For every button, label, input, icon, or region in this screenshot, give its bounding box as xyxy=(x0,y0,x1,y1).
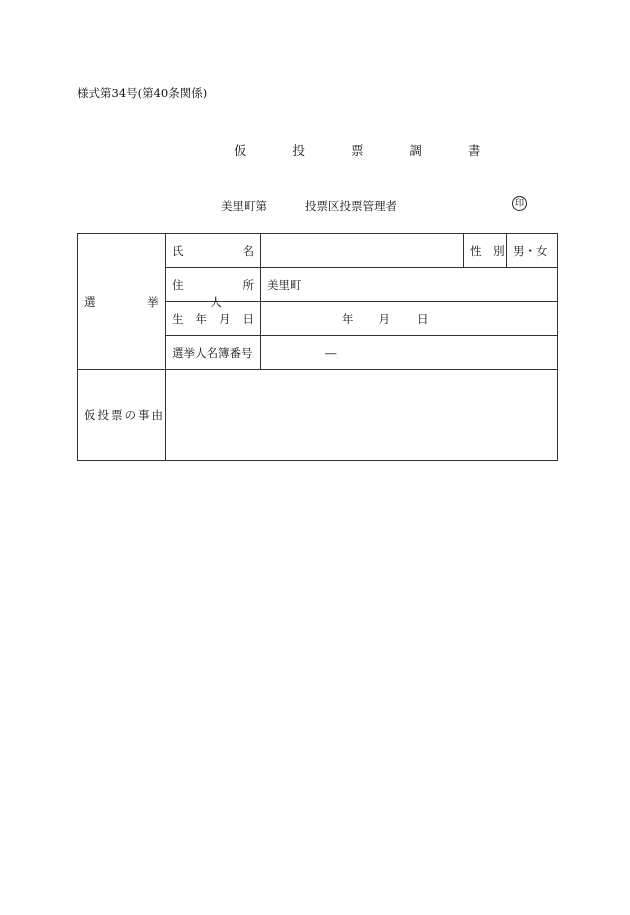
document-title: 仮 投 票 調 書 xyxy=(234,143,502,158)
address-label: 住所 xyxy=(166,268,261,302)
birthdate-label: 生年月日 xyxy=(166,302,261,336)
name-field[interactable] xyxy=(261,234,464,268)
name-row xyxy=(78,234,558,268)
sex-label: 性 別 xyxy=(464,234,507,268)
birthdate-field[interactable] xyxy=(261,302,558,336)
reason-label: 仮投票の事由 xyxy=(78,370,166,461)
town-prefix: 美里町第 xyxy=(221,199,267,213)
sex-value[interactable]: 男・女 xyxy=(507,234,558,268)
reason-row xyxy=(78,370,558,461)
reason-field[interactable] xyxy=(166,370,558,461)
manager-title: 投票区投票管理者 xyxy=(305,199,397,213)
address-field[interactable]: 美里町 xyxy=(261,268,558,302)
register-number-label: 選挙人名簿番号 xyxy=(166,336,261,370)
form-number: 様式第34号(第40条関係) xyxy=(77,86,208,100)
register-number-dash: ― xyxy=(325,345,337,360)
provisional-ballot-table xyxy=(77,233,558,461)
voter-group-label: 選 挙 人 xyxy=(78,234,166,370)
name-label: 氏名 xyxy=(166,234,261,268)
seal-stamp-icon: 印 xyxy=(512,196,527,211)
polling-manager-line xyxy=(221,198,397,214)
year-unit: 年 xyxy=(342,311,354,326)
register-number-field[interactable] xyxy=(261,336,558,370)
day-unit: 日 xyxy=(417,311,429,326)
month-unit: 月 xyxy=(378,311,390,326)
